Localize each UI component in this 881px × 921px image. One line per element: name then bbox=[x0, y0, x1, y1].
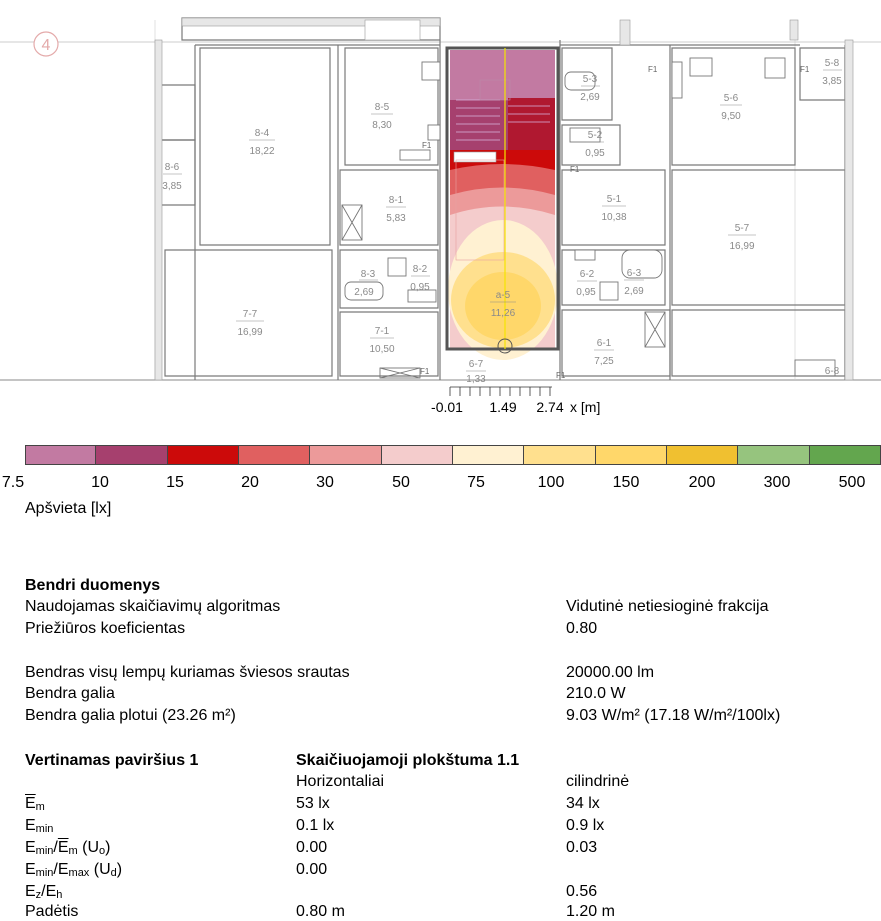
maintenance-label: Priežiūros koeficientas bbox=[25, 620, 186, 637]
svg-text:0,95: 0,95 bbox=[585, 148, 605, 159]
x-tick-label: -0.01 bbox=[431, 399, 463, 415]
svg-text:3,85: 3,85 bbox=[162, 181, 182, 192]
svg-text:6-7: 6-7 bbox=[468, 359, 484, 370]
room-6-7 bbox=[466, 359, 486, 385]
floor-plan bbox=[0, 0, 881, 425]
room-5-7 bbox=[728, 223, 756, 252]
svg-text:8-3: 8-3 bbox=[360, 269, 376, 280]
ud-horizontal: 0.00 bbox=[296, 861, 328, 878]
svg-text:5-2: 5-2 bbox=[587, 130, 603, 141]
svg-text:2,69: 2,69 bbox=[580, 92, 600, 103]
maintenance-value: 0.80 bbox=[566, 620, 598, 637]
power-density-value: 9.03 W/m² (17.18 W/m²/100lx) bbox=[566, 707, 781, 724]
axis-marker-label: 4 bbox=[41, 37, 51, 54]
room-5-1 bbox=[601, 194, 626, 223]
color-scale-frame bbox=[25, 445, 881, 465]
emin-label: Emin bbox=[25, 817, 54, 835]
col-cylindrical: cilindrinė bbox=[566, 773, 630, 790]
axis-marker bbox=[34, 32, 58, 56]
flux-value: 20000.00 lm bbox=[566, 664, 655, 681]
svg-text:5,83: 5,83 bbox=[386, 213, 406, 224]
svg-text:8,30: 8,30 bbox=[372, 120, 392, 131]
fixture-label: F1 bbox=[570, 165, 580, 174]
svg-text:10,50: 10,50 bbox=[369, 344, 395, 355]
svg-text:7-7: 7-7 bbox=[242, 309, 258, 320]
color-scale-tick: 500 bbox=[838, 474, 866, 491]
color-scale-tick: 50 bbox=[392, 474, 410, 491]
room-8-5 bbox=[371, 102, 393, 131]
fixture-label: F1 bbox=[422, 141, 432, 150]
svg-text:10,38: 10,38 bbox=[601, 212, 627, 223]
emin-horizontal: 0.1 lx bbox=[296, 817, 335, 834]
room-8-2 bbox=[410, 264, 430, 293]
room-6-3 bbox=[624, 268, 644, 297]
ez-cylindrical: 0.56 bbox=[566, 883, 598, 900]
room-6-8 bbox=[825, 366, 840, 377]
svg-text:5-8: 5-8 bbox=[824, 58, 840, 69]
x-scale bbox=[450, 387, 552, 396]
algorithm-label: Naudojamas skaičiavimų algoritmas bbox=[25, 598, 281, 615]
general-heading: Bendri duomenys bbox=[25, 577, 161, 594]
svg-text:7,25: 7,25 bbox=[594, 356, 614, 367]
uo-label: Emin/$\overline{E}m$ (Uo) bbox=[25, 839, 111, 857]
color-scale-tick: 10 bbox=[91, 474, 109, 491]
ud-label: Emin/Emax (Ud) bbox=[25, 861, 123, 879]
svg-text:5-3: 5-3 bbox=[582, 74, 598, 85]
svg-text:7-1: 7-1 bbox=[374, 326, 390, 337]
flux-label: Bendras visų lempų kuriamas šviesos srautas bbox=[25, 664, 350, 681]
room-8-1 bbox=[386, 195, 406, 224]
col-horizontal: Horizontaliai bbox=[296, 773, 385, 790]
svg-text:6-8: 6-8 bbox=[824, 366, 840, 377]
x-tick-label: 1.49 bbox=[489, 399, 517, 415]
color-scale-tick: 7.5 bbox=[1, 474, 25, 491]
svg-text:0,95: 0,95 bbox=[410, 282, 430, 293]
svg-text:11,26: 11,26 bbox=[490, 308, 516, 319]
color-scale-tick: 30 bbox=[316, 474, 334, 491]
color-scale-tick: 20 bbox=[241, 474, 259, 491]
em-label: $\overline{E}m$ bbox=[25, 795, 45, 813]
svg-text:1,33: 1,33 bbox=[466, 374, 486, 385]
position-cylindrical: 1.20 m bbox=[566, 903, 615, 920]
svg-text:6-2: 6-2 bbox=[579, 269, 595, 280]
color-scale-tick: 100 bbox=[537, 474, 565, 491]
fixture-label: F1 bbox=[648, 65, 658, 74]
svg-text:2,69: 2,69 bbox=[354, 287, 374, 298]
position-label: Padėtis bbox=[25, 903, 79, 920]
uo-horizontal: 0.00 bbox=[296, 839, 328, 856]
svg-text:16,99: 16,99 bbox=[729, 241, 755, 252]
algorithm-value: Vidutinė netiesioginė frakcija bbox=[566, 598, 769, 615]
svg-text:2,69: 2,69 bbox=[624, 286, 644, 297]
svg-text:16,99: 16,99 bbox=[237, 327, 263, 338]
svg-text:8-6: 8-6 bbox=[164, 162, 180, 173]
svg-text:18,22: 18,22 bbox=[249, 146, 275, 157]
color-scale-tick: 75 bbox=[467, 474, 485, 491]
fixture-label: F1 bbox=[556, 371, 566, 380]
power-label: Bendra galia bbox=[25, 685, 115, 702]
surface-heading: Vertinamas paviršius 1 bbox=[25, 752, 199, 769]
svg-text:5-6: 5-6 bbox=[723, 93, 739, 104]
plane-heading: Skaičiuojamoji plokštuma 1.1 bbox=[296, 752, 520, 769]
svg-text:6-3: 6-3 bbox=[626, 268, 642, 279]
svg-text:8-5: 8-5 bbox=[374, 102, 390, 113]
x-axis-unit: x [m] bbox=[570, 399, 601, 415]
illuminance-map bbox=[447, 48, 558, 360]
svg-text:8-1: 8-1 bbox=[388, 195, 404, 206]
emin-cylindrical: 0.9 lx bbox=[566, 817, 605, 834]
legend-title: Apšvieta [lx] bbox=[25, 500, 112, 517]
power-value: 210.0 W bbox=[566, 685, 626, 702]
svg-text:8-4: 8-4 bbox=[254, 128, 270, 139]
room-5-6 bbox=[720, 93, 742, 122]
svg-text:9,50: 9,50 bbox=[721, 111, 741, 122]
svg-text:0,95: 0,95 bbox=[576, 287, 596, 298]
room-5-2 bbox=[585, 130, 605, 159]
svg-text:5-1: 5-1 bbox=[606, 194, 622, 205]
room-7-7 bbox=[236, 309, 264, 338]
color-scale-tick: 150 bbox=[612, 474, 640, 491]
position-horizontal: 0.80 m bbox=[296, 903, 345, 920]
power-density-label: Bendra galia plotui (23.26 m²) bbox=[25, 707, 236, 724]
color-scale-tick: 15 bbox=[166, 474, 184, 491]
x-tick-label: 2.74 bbox=[536, 399, 564, 415]
ez-label: Ez/Eh bbox=[25, 883, 63, 901]
uo-cylindrical: 0.03 bbox=[566, 839, 598, 856]
fixture-label: F1 bbox=[800, 65, 810, 74]
color-scale-tick: 200 bbox=[688, 474, 716, 491]
room-8-6 bbox=[162, 162, 182, 192]
svg-text:8-2: 8-2 bbox=[412, 264, 428, 275]
fixture-label: F1 bbox=[420, 367, 430, 376]
room-6-1 bbox=[594, 338, 614, 367]
em-cylindrical: 34 lx bbox=[566, 795, 600, 812]
room-5-8 bbox=[822, 58, 842, 87]
svg-text:5-7: 5-7 bbox=[734, 223, 750, 234]
room-7-1 bbox=[369, 326, 394, 355]
color-scale-tick: 300 bbox=[763, 474, 791, 491]
room-6-2 bbox=[576, 269, 597, 298]
em-horizontal: 53 lx bbox=[296, 795, 330, 812]
svg-text:6-1: 6-1 bbox=[596, 338, 612, 349]
svg-text:3,85: 3,85 bbox=[822, 76, 842, 87]
svg-text:a-5: a-5 bbox=[495, 290, 511, 301]
room-8-4 bbox=[249, 128, 275, 157]
